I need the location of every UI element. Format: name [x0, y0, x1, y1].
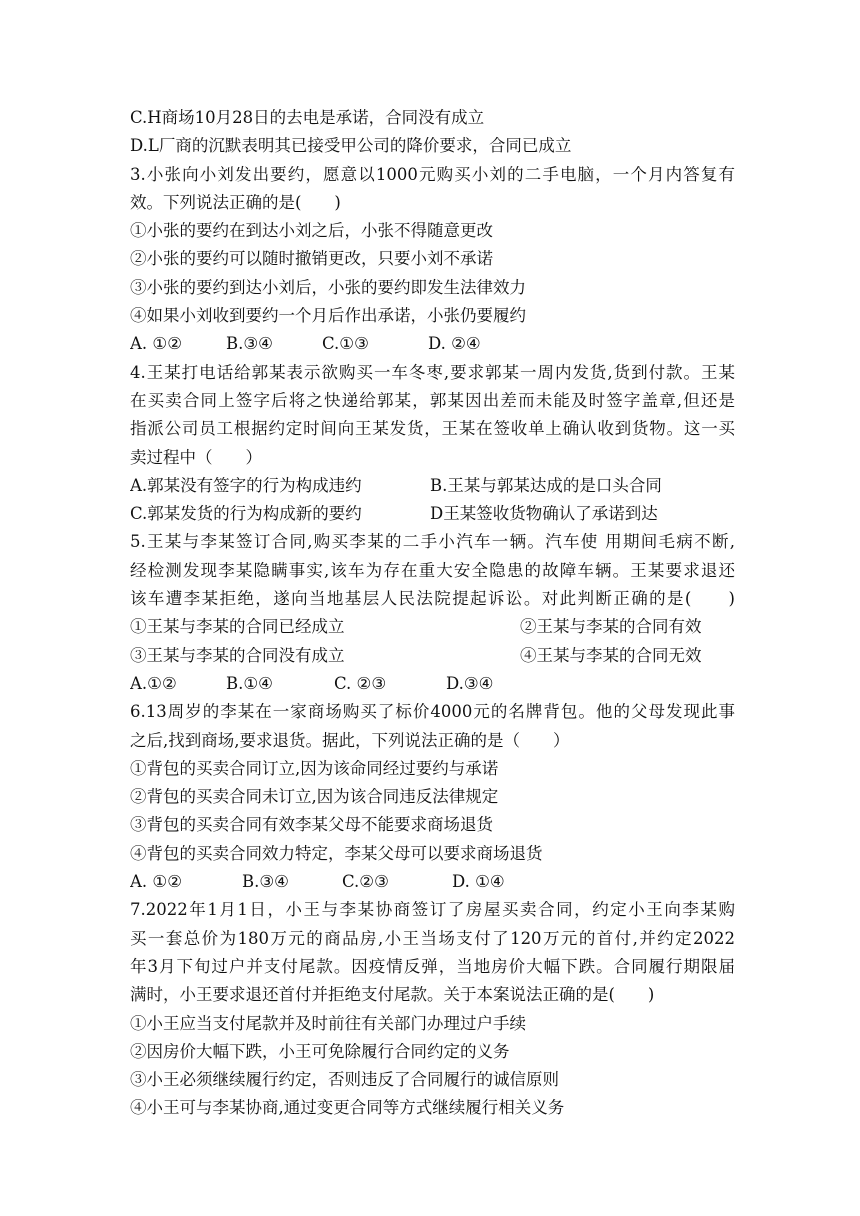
q5-options — [130, 670, 735, 698]
q6-statement-3: ③背包的买卖合同有效李某父母不能要求商场退货 — [130, 815, 493, 835]
q6-options — [130, 868, 735, 896]
q5-statement-4: ④王某与李某的合同无效 — [520, 645, 702, 665]
q6-option-b: B.③④ — [242, 872, 289, 892]
q3-stem-line-2: 效。下列说法正确的是( ) — [130, 192, 341, 212]
q6-stem-line-2: 之后,找到商场,要求退货。据此，下列说法正确的是（ ） — [130, 730, 570, 750]
q3-option-a: A. ①② — [130, 334, 182, 354]
q5-statements-row-1 — [130, 613, 735, 641]
q3-statement-3: ③小张的要约到达小刘后，小张的要约即发生法律效力 — [130, 277, 526, 297]
q4-option-a: A.郭某没有签字的行为构成违约 — [130, 475, 362, 495]
q7-statement-1: ①小王应当支付尾款并及时前往有关部门办理过户手续 — [130, 1013, 526, 1033]
q4-stem-line-3: 指派公司员工根据约定时间向王某发货，王某在签收单上确认收到货物。这一买 — [130, 419, 735, 439]
q7-stem-line-1: 7.2022年1月1日，小王与李某协商签订了房屋买卖合同，约定小王向李某购 — [130, 900, 735, 920]
q3-statement-1: ①小张的要约在到达小刘之后，小张不得随意更改 — [130, 221, 493, 241]
q6-statement-1: ①背包的买卖合同订立,因为该命同经过要约与承诺 — [130, 758, 499, 778]
q6-statement-2: ②背包的买卖合同未订立,因为该合同违反法律规定 — [130, 787, 499, 807]
exam-page — [130, 104, 735, 1123]
q7-stem-line-2: 买一套总价为180万元的商品房,小王当场支付了120万元的首付,并约定2022 — [130, 928, 735, 948]
q6-stem-line-1: 6.13周岁的李某在一家商场购买了标价4000元的名牌背包。他的父母发现此事 — [130, 702, 735, 722]
q3-option-d: D. ②④ — [428, 334, 481, 354]
q6-option-d: D. ①④ — [452, 872, 505, 892]
q7-statement-4: ④小王可与李某协商,通过变更合同等方式继续履行相关义务 — [130, 1098, 565, 1118]
q3-options — [130, 330, 735, 358]
q4-stem-line-4: 卖过程中（ ） — [130, 447, 262, 467]
q4-stem-line-2: 在买卖合同上签字后将之快递给郭某，郭某因出差而未能及时签字盖章,但还是 — [130, 390, 735, 410]
q4-option-d: D王某签收货物确认了承诺到达 — [430, 504, 658, 524]
q4-option-c: C.郭某发货的行为构成新的要约 — [130, 504, 362, 524]
q3-statement-2: ②小张的要约可以随时撤销更改，只要小刘不承诺 — [130, 249, 493, 269]
q5-statement-1: ①王某与李某的合同已经成立 — [130, 617, 345, 637]
q6-option-a: A. ①② — [130, 872, 182, 892]
q5-statement-2: ②王某与李某的合同有效 — [520, 617, 702, 637]
q6-option-c: C.②③ — [342, 872, 389, 892]
q7-statement-2: ②因房价大幅下跌，小王可免除履行合同约定的义务 — [130, 1041, 510, 1061]
q3-stem-line-1: 3.小张向小刘发出要约，愿意以1000元购买小刘的二手电脑，一个月内答复有 — [130, 164, 735, 184]
q5-option-c: C. ②③ — [334, 673, 387, 693]
q2-option-c: C.H商场10月28日的去电是承诺，合同没有成立 — [130, 108, 485, 127]
q4-option-b: B.王某与郭某达成的是口头合同 — [430, 475, 662, 495]
q4-options-row-1 — [130, 472, 735, 500]
q5-option-a: A.①② — [130, 673, 177, 693]
q5-option-b: B.①④ — [226, 673, 273, 693]
q3-option-c: C.①③ — [322, 334, 369, 354]
q3-statement-4: ④如果小刘收到要约一个月后作出承诺，小张仍要履约 — [130, 306, 526, 326]
q5-stem-line-3: 该车遭李某拒绝，遂向当地基层人民法院提起诉讼。对此判断正确的是( ) — [130, 589, 735, 609]
q3-option-b: B.③④ — [226, 334, 273, 354]
q5-statement-3: ③王某与李某的合同没有成立 — [130, 645, 345, 665]
q5-stem-line-1: 5.王某与李某签订合同,购买李某的二手小汽车一辆。汽车使 用期间毛病不断, — [130, 532, 735, 552]
q5-option-d: D.③④ — [446, 673, 494, 693]
q5-stem-line-2: 经检测发现李某隐瞒事实,该车为存在重大安全隐患的故障车辆。王某要求退还 — [130, 560, 735, 580]
q7-stem-line-4: 满时，小王要求退还首付并拒绝支付尾款。关于本案说法正确的是( ) — [130, 985, 655, 1005]
q7-stem-line-3: 年3月下旬过户并支付尾款。因疫情反弹，当地房价大幅下跌。合同履行期限届 — [130, 956, 735, 976]
q6-statement-4: ④背包的买卖合同效力特定，李某父母可以要求商场退货 — [130, 843, 543, 863]
q4-options-row-2 — [130, 500, 735, 528]
q4-stem-line-1: 4.王某打电话给郭某表示欲购买一车冬枣,要求郭某一周内发货,货到付款。王某 — [130, 362, 735, 382]
q7-statement-3: ③小王必须继续履行约定，否则违反了合同履行的诚信原则 — [130, 1070, 559, 1090]
q2-option-d: D.L厂商的沉默表明其已接受甲公司的降价要求，合同已成立 — [130, 136, 572, 156]
q5-statements-row-2 — [130, 642, 735, 670]
